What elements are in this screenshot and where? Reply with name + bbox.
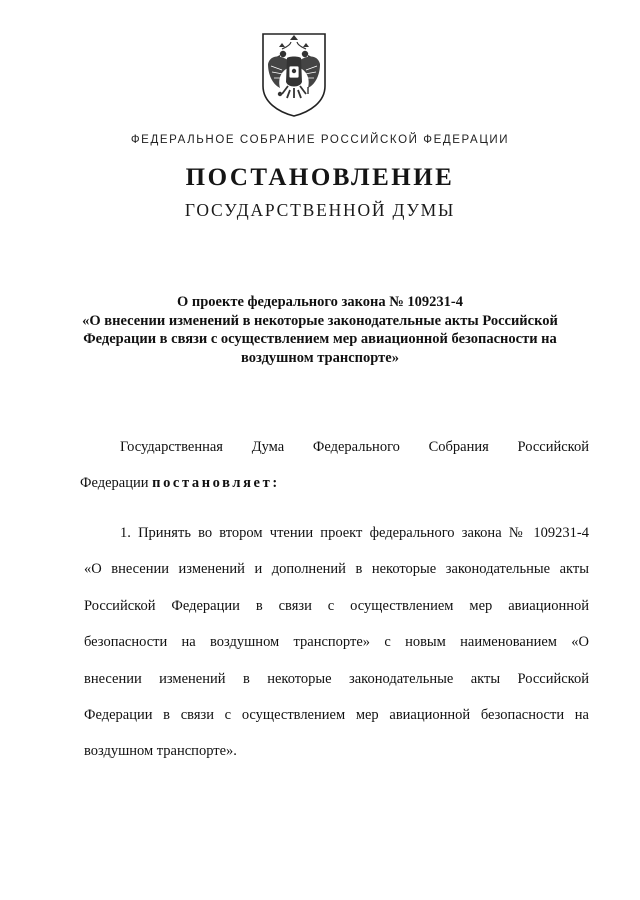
paragraph-line: воздушном транспорте».: [84, 743, 237, 759]
paragraph-line: 1. Принять во втором чтении проект федерального закона № 109231-4: [120, 525, 589, 541]
title-line: О проекте федерального закона № 109231-4: [176, 294, 464, 310]
resolution-verb: постановляет:: [152, 475, 280, 491]
title-line: «О внесении изменений в некоторые законодательные акты Российской: [82, 312, 558, 329]
preamble-prefix: Федерации: [80, 475, 149, 491]
paragraph-line: внесении изменений в некоторые законодательные акты Российской: [84, 671, 589, 687]
paragraph-line: Федерации в связи с осуществлением мер авиационной безопасности на: [84, 707, 589, 723]
title-line: воздушном транспорте»: [241, 349, 399, 366]
issuer-heading: ГОСУДАРСТВЕННОЙ ДУМЫ: [184, 200, 456, 220]
paragraph-line: Государственная Дума Федерального Собрания Российской: [120, 439, 589, 455]
paragraph-line: Российской Федерации в связи с осуществлением мер авиационной: [84, 598, 589, 614]
paragraph-line: безопасности на воздушном транспорте» с новым наименованием «О: [84, 634, 589, 650]
document-title: [70, 293, 570, 367]
title-line: Федерации в связи с осуществлением мер авиационной безопасности на: [83, 331, 557, 347]
coat-of-arms-emblem: [260, 30, 328, 118]
document-type-heading: ПОСТАНОВЛЕНИЕ: [185, 164, 455, 191]
assembly-header: ФЕДЕРАЛЬНОЕ СОБРАНИЕ РОССИЙСКОЙ ФЕДЕРАЦИИ: [130, 134, 510, 146]
paragraph-line: «О внесении изменений и дополнений в некоторые законодательные акты: [84, 561, 589, 577]
paragraph-line: [80, 474, 585, 492]
